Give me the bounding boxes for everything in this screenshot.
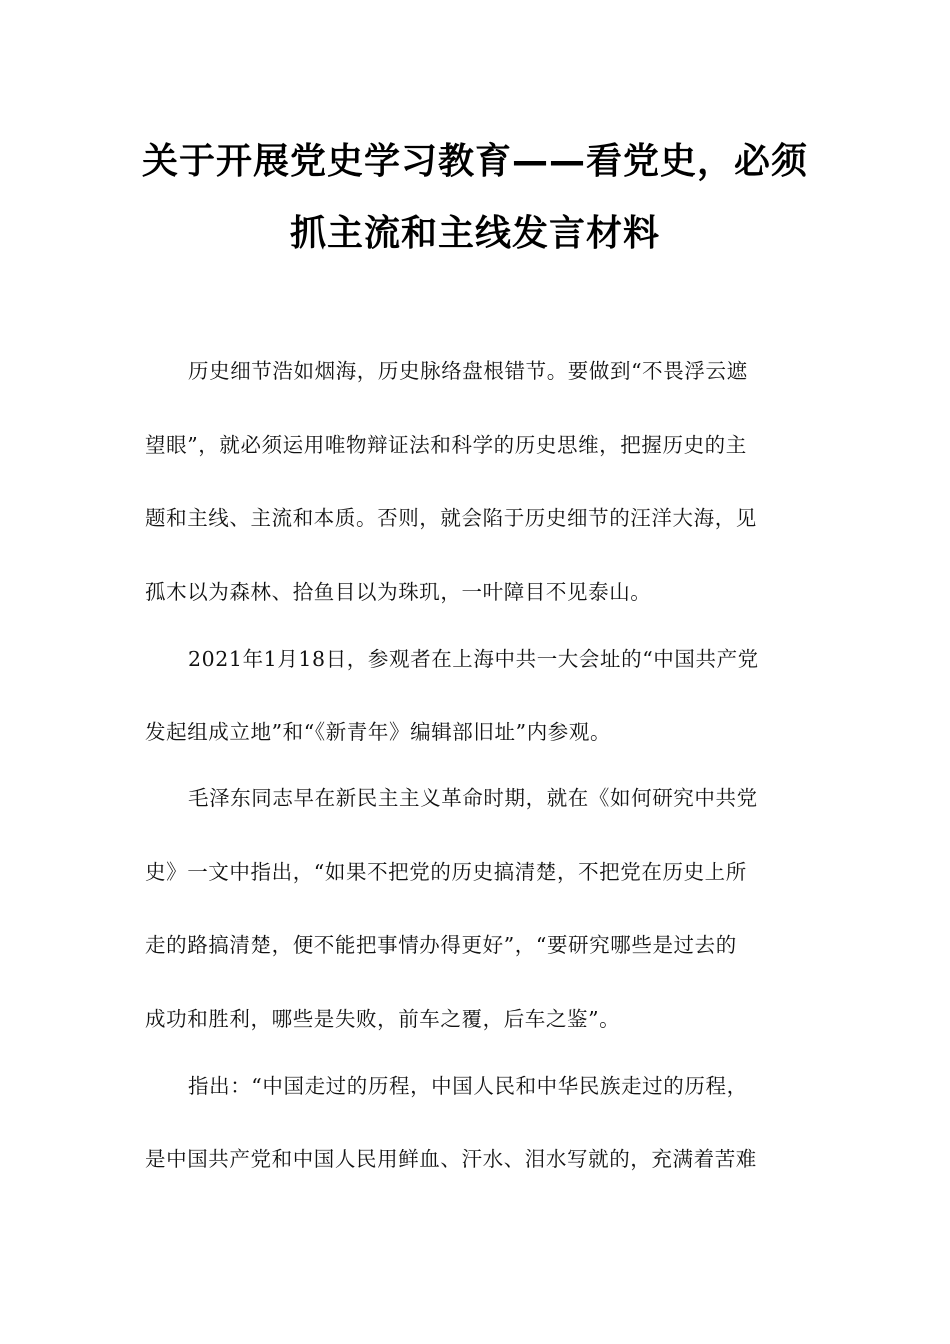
document-title-line-2: 抓主流和主线发言材料	[289, 213, 660, 254]
paragraph-3-line-2: 史》一文中指出，“如果不把党的历史搞清楚，不把党在历史上所	[145, 860, 747, 884]
paragraph-3-line-4: 成功和胜利，哪些是失败，前车之覆，后车之鉴”。	[145, 1007, 621, 1031]
paragraph-3-line-1: 毛泽东同志早在新民主主义革命时期，就在《如何研究中共党	[188, 786, 758, 810]
paragraph-1-line-2: 望眼”，就必须运用唯物辩证法和科学的历史思维，把握历史的主	[145, 433, 747, 457]
paragraph-2-line-1: 2021年1月18日，参观者在上海中共一大会址的“中国共产党	[188, 647, 759, 671]
paragraph-2-line-2: 发起组成立地”和“《新青年》编辑部旧址”内参观。	[145, 720, 612, 744]
paragraph-1-line-4: 孤木以为森林、拾鱼目以为珠玑，一叶障目不见泰山。	[145, 580, 652, 604]
document-title-line-1: 关于开展党史学习教育——看党史，必须	[141, 141, 808, 182]
paragraph-4-line-1: 指出：“中国走过的历程，中国人民和中华民族走过的历程，	[188, 1074, 748, 1098]
paragraph-4-line-2: 是中国共产党和中国人民用鲜血、汗水、泪水写就的，充满着苦难	[145, 1147, 757, 1171]
paragraph-1-line-3: 题和主线、主流和本质。否则，就会陷于历史细节的汪洋大海，见	[145, 506, 757, 530]
paragraph-3-line-3: 走的路搞清楚，便不能把事情办得更好”，“要研究哪些是过去的	[145, 933, 737, 957]
paragraph-1-line-1: 历史细节浩如烟海，历史脉络盘根错节。要做到“不畏浮云遮	[188, 359, 748, 383]
